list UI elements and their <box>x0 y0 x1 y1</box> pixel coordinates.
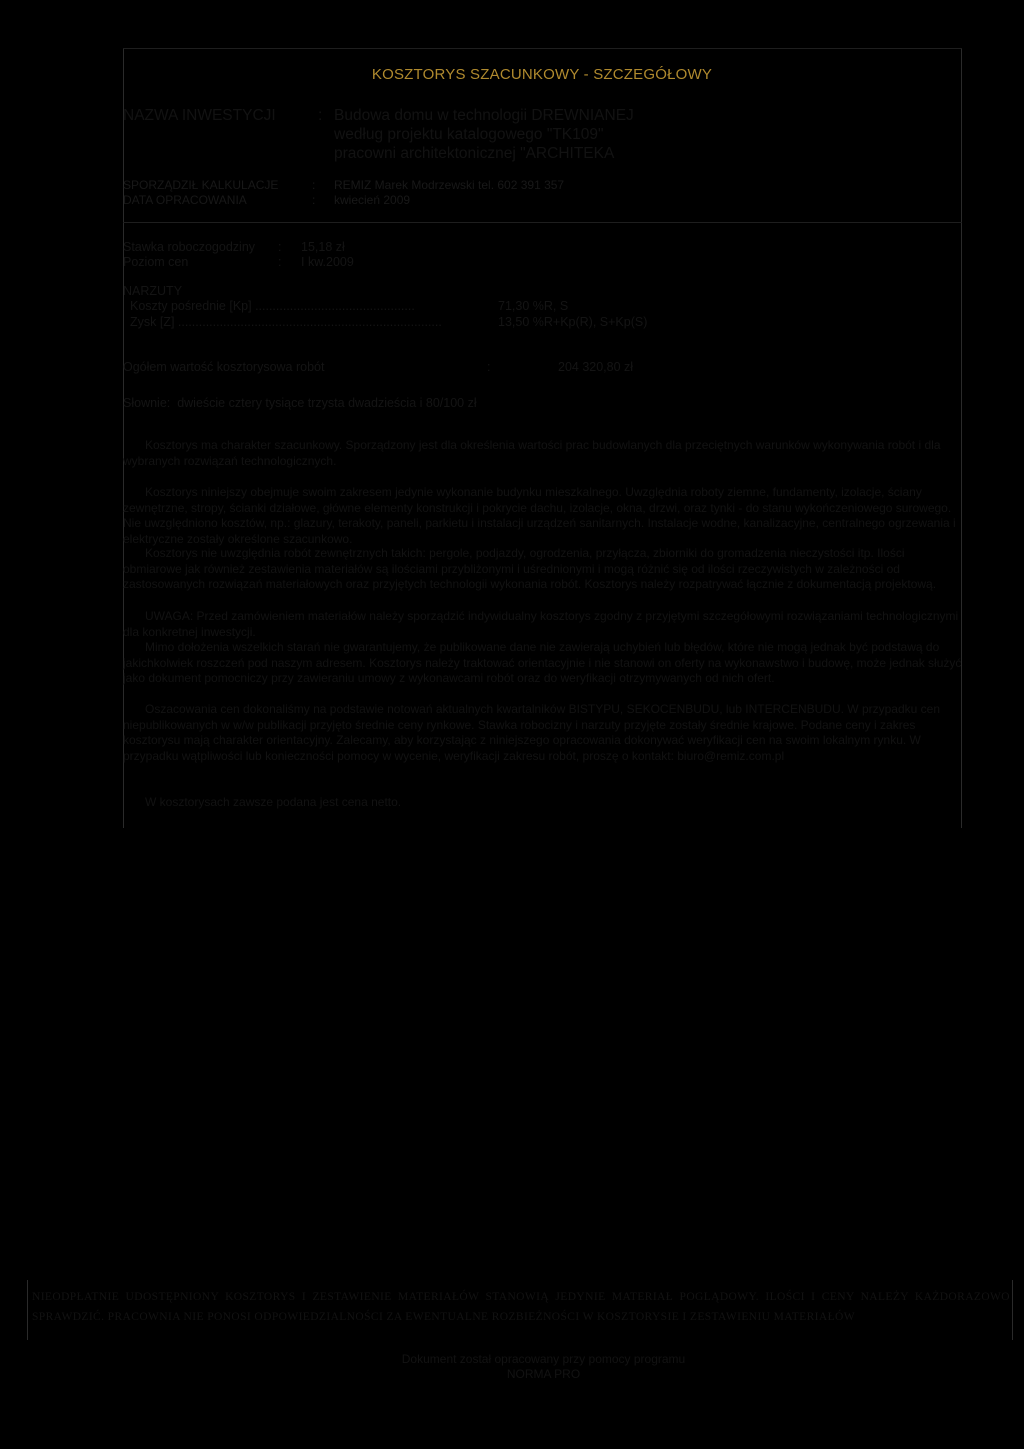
program-note <box>0 1352 1024 1382</box>
total-label: Ogółem wartość kosztorysowa robót <box>123 360 325 374</box>
investment-name-line1: Budowa domu w technologii DREWNIANEJ <box>334 107 634 124</box>
date-separator: : <box>312 193 316 207</box>
hour-rate-label: Stawka roboczogodziny <box>123 240 256 254</box>
indirect-costs-label: Koszty pośrednie [Kp] .............................................. <box>130 299 415 313</box>
prepared-by-separator: : <box>312 178 316 192</box>
footer-right-line <box>1012 1280 1013 1340</box>
footer-disclaimer: NIEODPŁATNIE UDOSTĘPNIONY KOSZTORYS I ZESTAWIENIE MATERIAŁÓW STANOWIĄ JEDYNIE MATERIAŁ POGLĄDOWY. ILOŚCI I CENY NALEŻY KAŻDORAZOWO SPRAWDZIĆ. PRACOWNIA NIE PONOSI ODPOWIEDZIALNOŚCI ZA EWENTUALNE ROZBIEŻNOŚCI W KOSZTORYSIE I ZESTAWIENIU MATERIAŁÓW <box>32 1291 1010 1323</box>
investment-name-line3: pracowni architektonicznej "ARCHITEKA <box>334 145 615 162</box>
paragraph-net-price: W kosztorysach zawsze podana jest cena netto. <box>145 795 402 809</box>
date-label: DATA OPRACOWANIA <box>123 193 247 207</box>
investment-label: NAZWA INWESTYCJI <box>123 107 276 124</box>
hour-rate-value: 15,18 zł <box>301 240 345 254</box>
paragraph-warning: UWAGA: Przed zamówieniem materiałów należy sporządzić indywidualny kosztorys zgodny z przyjętymi szczegółowymi rozwiązaniami technologicznymi dla konkretnej inwestycji. <box>123 609 959 639</box>
indirect-costs-value: 71,30 %R, S <box>498 299 569 313</box>
amount-in-words: Słownie: dwieście cztery tysiące trzysta dwadzieścia i 80/100 zł <box>123 396 477 410</box>
price-level-label: Poziom cen <box>123 255 189 269</box>
prepared-by-value: REMIZ Marek Modrzewski tel. 602 391 357 <box>334 178 565 192</box>
paragraph-estimate-nature: Kosztorys ma charakter szacunkowy. Sporządzony jest dla określenia wartości prac budowlanych dla przeciętnych warunków wykonywania robót i dla wybranych rozwiązań technologicznych. <box>123 438 941 468</box>
investment-name-line2: według projektu katalogowego "TK109" <box>334 126 604 143</box>
date-value: kwiecień 2009 <box>334 193 411 207</box>
program-note-line1: Dokument został opracowany przy pomocy programu <box>401 1352 686 1366</box>
program-name: NORMA PRO <box>506 1367 581 1381</box>
hour-rate-separator: : <box>278 240 282 254</box>
surcharges-heading: NARZUTY <box>123 284 183 298</box>
paragraph-exclusions: Kosztorys nie uwzględnia robót zewnętrznych takich: pergole, podjazdy, ogrodzenia, przyłącza, zbiorniki do gromadzenia nieczystości itp. Ilości obmiarowe jak również zestawienia materiałów są ilościami przybliżonymi i uśrednionymi i mogą różnić się od ilości rzeczywistych w zależności od zastosowanych rozwiązań materiałowych oraz przyjętych technologii wykonania robót. Kosztorys należy rozpatrywać łącznie z dokumentacją projektową. <box>123 546 937 592</box>
price-level-value: I kw.2009 <box>301 255 354 269</box>
prepared-by-label: SPORZĄDZIŁ KALKULACJE <box>123 178 279 192</box>
paragraph-scope: Kosztorys niniejszy obejmuje swoim zakresem jedynie wykonanie budynku mieszkalnego. Uwzględnia roboty ziemne, fundamenty, izolacje, ściany zewnętrzne, stropy, ścianki działowe, główne elementy konstrukcji i pokrycie dachu, izolacje, okna, drzwi, oraz tynki - do stanu wykończeniowego surowego. Nie uwzględniono kosztów, np.: glazury, terakoty, paneli, parkietu i instalacji urządzeń sanitarnych. Instalacje wodne, kanalizacyjne, centralnego ogrzewania i elektryczne zostały określone szacunkowo. <box>123 485 956 546</box>
frame-top-line <box>123 48 962 49</box>
footer-left-line <box>27 1280 28 1340</box>
paragraph-disclaimer: Mimo dołożenia wszelkich starań nie gwarantujemy, że publikowane dane nie zawierają uchybień lub błędów, które nie mogą jednak być podstawą do jakichkolwiek roszczeń pod naszym adresem. Kosztorys należy traktować orientacyjnie i nie stanowi on oferty na wykonawstwo i budowę, może jednak służyć jako dokument pomocniczy przy zawieraniu umowy z wykonawcami robót oraz do weryfikacji otrzymywanych od nich ofert. <box>123 640 962 686</box>
paragraph-pricing-sources: Oszacowania cen dokonaliśmy na podstawie notowań aktualnych kwartalników BISTYPU, SEKOCENBUDU, lub INTERCENBUDU. W przypadku cen niepublikowanych w w/w publikacji przyjęto średnie ceny rynkowe. Stawka robocizny i narzuty przyjęte zostały średnie krajowe. Podane ceny i zakres kosztorysu mają charakter orientacyjny. Zalecamy, aby korzystając z niniejszego opracowania dokonywać weryfikacji cen na swoim lokalnym rynku. W przypadku wątpliwości lub konieczności pomocy w wycenie, weryfikacji zakresu robót, proszę o kontakt: biuro@remiz.com.pl <box>123 702 940 763</box>
section-divider <box>123 222 962 223</box>
total-separator: : <box>487 360 491 374</box>
document-title: KOSZTORYS SZACUNKOWY - SZCZEGÓŁOWY <box>371 66 713 83</box>
investment-separator: : <box>318 107 323 124</box>
total-value: 204 320,80 zł <box>558 360 634 374</box>
profit-value: 13,50 %R+Kp(R), S+Kp(S) <box>498 315 648 329</box>
profit-label: Zysk [Z] ............................................................................ <box>130 315 442 329</box>
price-level-separator: : <box>278 255 282 269</box>
